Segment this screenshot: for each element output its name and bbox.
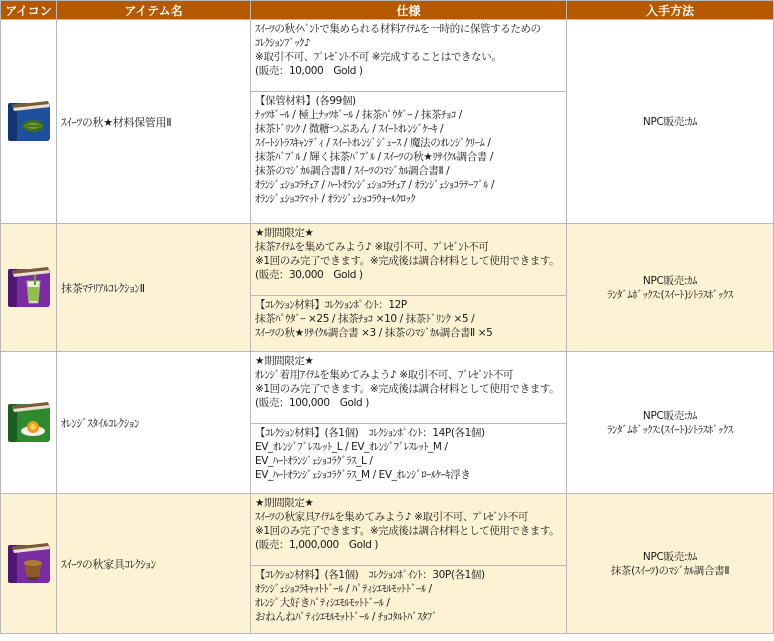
spec-line: ※1回のみ完了できます。※完成後は調合材料として使用できます。 [255,383,560,395]
item-icon-cell [1,352,57,494]
blue-book-matcha-leaf-icon [4,97,54,147]
method-line: ﾗﾝﾀﾞﾑﾎﾞｯｸｽ:(ｽｲｰﾄ)ｼﾄﾗｽﾎﾞｯｸｽ [607,423,733,436]
spec-line: ｽｲｰﾄｼﾄﾗｽｷｬﾝﾃﾞｨ / ｽｲｰﾄｵﾚﾝｼﾞｼﾞｭｰｽ / 魔法のｵﾚﾝｼﾞｸﾘｰﾑ / [255,137,491,149]
item-row [1,494,774,566]
item-icon-cell [1,224,57,352]
spec-line: EV_ﾊｰﾄｵﾗﾝｼﾞｪｼｮｺﾗｸﾞﾗｽ_L / [255,455,373,467]
method-line: NPC販売:ｶﾑ [642,115,698,128]
spec-line: 【ｺﾚｸｼｮﾝ材料】(各1個) ｺﾚｸｼｮﾝﾎﾟｲﾝﾄ：14P(各1個) [255,427,485,439]
spec-line: 抹茶ｱｲﾃﾑを集めてみよう♪ ※取引不可、ﾌﾟﾚｾﾞﾝﾄ不可 [255,241,489,253]
spec-line: (販売：10,000 Gold ) [255,65,363,77]
spec-line: ｵﾚﾝｼﾞ着用ｱｲﾃﾑを集めてみよう♪ ※取引不可、ﾌﾟﾚｾﾞﾝﾄ不可 [255,369,514,381]
acquisition-method [567,20,774,224]
item-name: ｵﾚﾝｼﾞｽﾀｲﾙｺﾚｸｼｮﾝ [57,352,251,494]
spec-line: ★期間限定★ [255,227,314,239]
purple-book-matcha-drink-icon [4,263,54,313]
spec-line: ｵﾗﾝｼﾞｪｼｮｺﾗﾏｯﾄ / ｵﾗﾝｼﾞｪｼｮｺﾗｳｫｰﾙｸﾛｯｸ [255,193,416,205]
spec-line: (販売：1,000,000 Gold ) [255,539,379,551]
spec-line: ｽｲｰﾂの秋家具ｱｲﾃﾑを集めてみよう♪ ※取引不可、ﾌﾟﾚｾﾞﾝﾄ不可 [255,511,528,523]
spec-line: ※1回のみ完了できます。※完成後は調合材料として使用できます。 [255,255,560,267]
spec-line: (販売：100,000 Gold ) [255,397,369,409]
method-line: NPC販売:ｶﾑ [642,274,698,287]
spec-line: 抹茶ﾊﾟｳﾀﾞｰ ×25 / 抹茶ﾁｮｺ ×10 / 抹茶ﾄﾞﾘﾝｸ ×5 / [255,313,475,325]
spec-line: 抹茶ﾊﾞﾌﾞﾙ / 輝く抹茶ﾊﾞﾌﾞﾙ / ｽｲｰﾂの秋★ﾘｻｲｸﾙ調合書 / [255,151,493,163]
header-item-name: アイテム名 [57,1,251,20]
spec-line: ｺﾚｸｼｮﾝﾌﾞｯｸ♪ [255,37,311,49]
spec-line: ※取引不可、ﾌﾟﾚｾﾞﾝﾄ不可 ※完成することはできない。 [255,51,502,63]
item-row [1,224,774,296]
purple-book-furniture-icon [4,539,54,589]
spec-line: ｵﾗﾝｼﾞｪｼｮｺﾗﾁｪｱ / ﾊｰﾄｵﾗﾝｼﾞｪｼｮｺﾗﾁｪｱ / ｵﾗﾝｼﾞｪｼｮｺﾗﾃｰﾌﾞﾙ / [255,179,495,191]
spec-line: おねんねﾊﾟﾃｨｼｴﾓﾙﾓｯﾄﾄﾞｰﾙ / ﾁｮｺﾀﾙﾄﾊﾞｽﾀﾌﾞ [255,611,437,623]
item-description [251,224,567,296]
green-book-orange-dessert-icon [4,398,54,448]
method-line: NPC販売:ｶﾑ [642,409,698,422]
header-acquisition: 入手方法 [567,1,774,20]
item-description [251,352,567,424]
spec-line: 【保管材料】(各99個) [255,95,356,107]
spec-line: ★期間限定★ [255,497,314,509]
spec-line: 抹茶ﾄﾞﾘﾝｸ / 微糖つぶあん / ｽｲｰﾄｵﾚﾝｼﾞｹｰｷ / [255,123,444,135]
spec-line: ★期間限定★ [255,355,314,367]
spec-line: (販売：30,000 Gold ) [255,269,363,281]
item-row [1,20,774,92]
spec-line: ｽｲｰﾂの秋ｲﾍﾞﾝﾄで集められる材料ｱｲﾃﾑを一時的に保管するための [255,23,541,35]
spec-line: ｽｲｰﾂの秋★ﾘｻｲｸﾙ調合書 ×3 / 抹茶のﾏｼﾞｶﾙ調合書Ⅱ ×5 [255,327,493,339]
acquisition-method [567,352,774,494]
spec-line: ｵﾗﾝｼﾞｪｼｮｺﾗｷｬｯﾄﾄﾞｰﾙ / ﾊﾟﾃｨｼｴﾓﾙﾓｯﾄﾄﾞｰﾙ / [255,583,432,595]
acquisition-method [567,494,774,634]
spec-line: ※1回のみ完了できます。※完成後は調合材料として使用できます。 [255,525,560,537]
spec-line: 抹茶のﾏｼﾞｶﾙ調合書Ⅱ / ｽｲｰﾂのﾏｼﾞｶﾙ調合書Ⅱ / [255,165,450,177]
method-line: NPC販売:ｶﾑ [642,550,698,563]
item-materials [251,424,567,494]
item-name: ｽｲｰﾂの秋★材料保管用Ⅱ [57,20,251,224]
acquisition-method [567,224,774,352]
spec-line: EV_ﾊｰﾄｵﾗﾝｼﾞｪｼｮｺﾗｸﾞﾗｽ_M / EV_ｵﾚﾝｼﾞﾛｰﾙｹｰｷ浮き [255,469,471,481]
item-materials [251,92,567,224]
header-spec: 仕様 [251,1,567,20]
item-materials [251,566,567,634]
item-materials [251,296,567,352]
method-line: ﾗﾝﾀﾞﾑﾎﾞｯｸｽ:(ｽｲｰﾄ)ｼﾄﾗｽﾎﾞｯｸｽ [607,288,733,301]
item-name: ｽｲｰﾂの秋家具ｺﾚｸｼｮﾝ [57,494,251,634]
header-icon: アイコン [1,1,57,20]
item-icon-cell [1,20,57,224]
spec-line: 【ｺﾚｸｼｮﾝ材料】ｺﾚｸｼｮﾝﾎﾟｲﾝﾄ：12P [255,299,407,311]
item-name: 抹茶ﾏﾃﾘｱﾙｺﾚｸｼｮﾝⅡ [57,224,251,352]
spec-line: ｵﾚﾝｼﾞ大好きﾊﾟﾃｨｼｴﾓﾙﾓｯﾄﾄﾞｰﾙ / [255,597,390,609]
item-icon-cell [1,494,57,634]
item-description [251,20,567,92]
spec-line: ﾅｯﾂﾎﾞｰﾙ / 極上ﾅｯﾂﾎﾞｰﾙ / 抹茶ﾊﾟｳﾀﾞｰ / 抹茶ﾁｮｺ / [255,109,462,121]
header-row [1,1,774,20]
method-line: 抹茶(ｽｲｰﾂ)のﾏｼﾞｶﾙ調合書Ⅱ [610,564,730,577]
item-row [1,352,774,424]
spec-line: EV_ｵﾚﾝｼﾞﾌﾞﾚｽﾚｯﾄ_L / EV_ｵﾚﾝｼﾞﾌﾞﾚｽﾚｯﾄ_M / [255,441,448,453]
spec-line: 【ｺﾚｸｼｮﾝ材料】(各1個) ｺﾚｸｼｮﾝﾎﾟｲﾝﾄ：30P(各1個) [255,569,485,581]
item-description [251,494,567,566]
